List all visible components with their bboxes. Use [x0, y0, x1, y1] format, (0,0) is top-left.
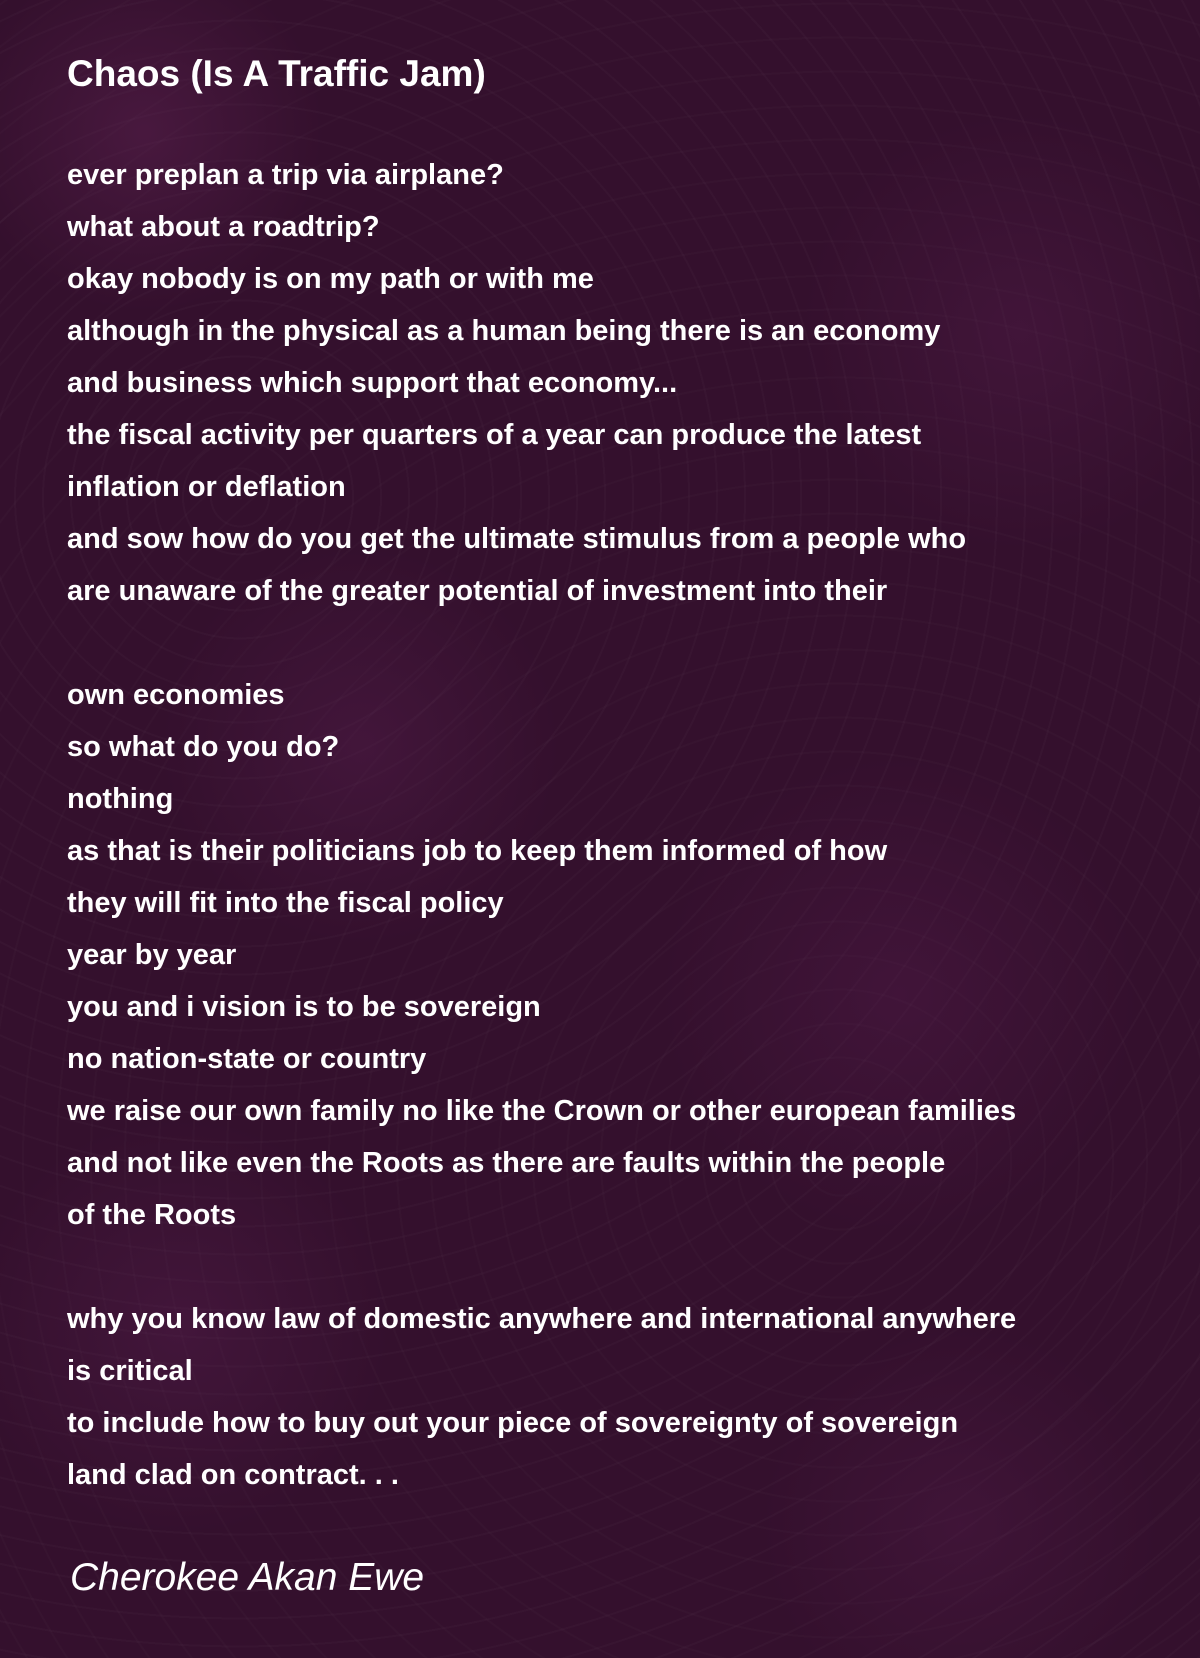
poem-line: although in the physical as a human being there is an economy [67, 315, 941, 347]
poem-line: nothing [67, 783, 174, 815]
poem-line: what about a roadtrip? [67, 211, 380, 243]
poem-line: inflation or deflation [67, 471, 346, 503]
poem-line: we raise our own family no like the Crown or other european families [67, 1095, 1017, 1127]
poem-line: they will fit into the fiscal policy [67, 887, 504, 919]
poem-line: as that is their politicians job to keep them informed of how [67, 835, 888, 867]
poem-line: ever preplan a trip via airplane? [67, 159, 504, 191]
poem-line: you and i vision is to be sovereign [67, 991, 541, 1023]
poem-author: Cherokee Akan Ewe [70, 1556, 425, 1599]
poem-title: Chaos (Is A Traffic Jam) [67, 53, 486, 94]
poem-line: the fiscal activity per quarters of a year can produce the latest [67, 419, 922, 451]
poem-line: and sow how do you get the ultimate stimulus from a people who [67, 523, 967, 555]
poem-line: land clad on contract. . . [67, 1459, 399, 1491]
stanza-break [67, 1241, 1177, 1293]
poem-line: okay nobody is on my path or with me [67, 263, 594, 295]
poem-line: is critical [67, 1355, 193, 1387]
poem-line: to include how to buy out your piece of sovereignty of sovereign [67, 1407, 959, 1439]
poem-line: so what do you do? [67, 731, 340, 763]
poem-line: why you know law of domestic anywhere and international anywhere [67, 1303, 1017, 1335]
poem-line: and business which support that economy... [67, 367, 678, 399]
poem-line: and not like even the Roots as there are faults within the people [67, 1147, 946, 1179]
poem-body [67, 149, 1177, 1501]
poem-line: no nation-state or country [67, 1043, 427, 1075]
stanza-break [67, 617, 1177, 669]
poem-line: of the Roots [67, 1199, 237, 1231]
poem-line: are unaware of the greater potential of investment into their [67, 575, 888, 607]
poem-line: own economies [67, 679, 285, 711]
poem-line: year by year [67, 939, 237, 971]
